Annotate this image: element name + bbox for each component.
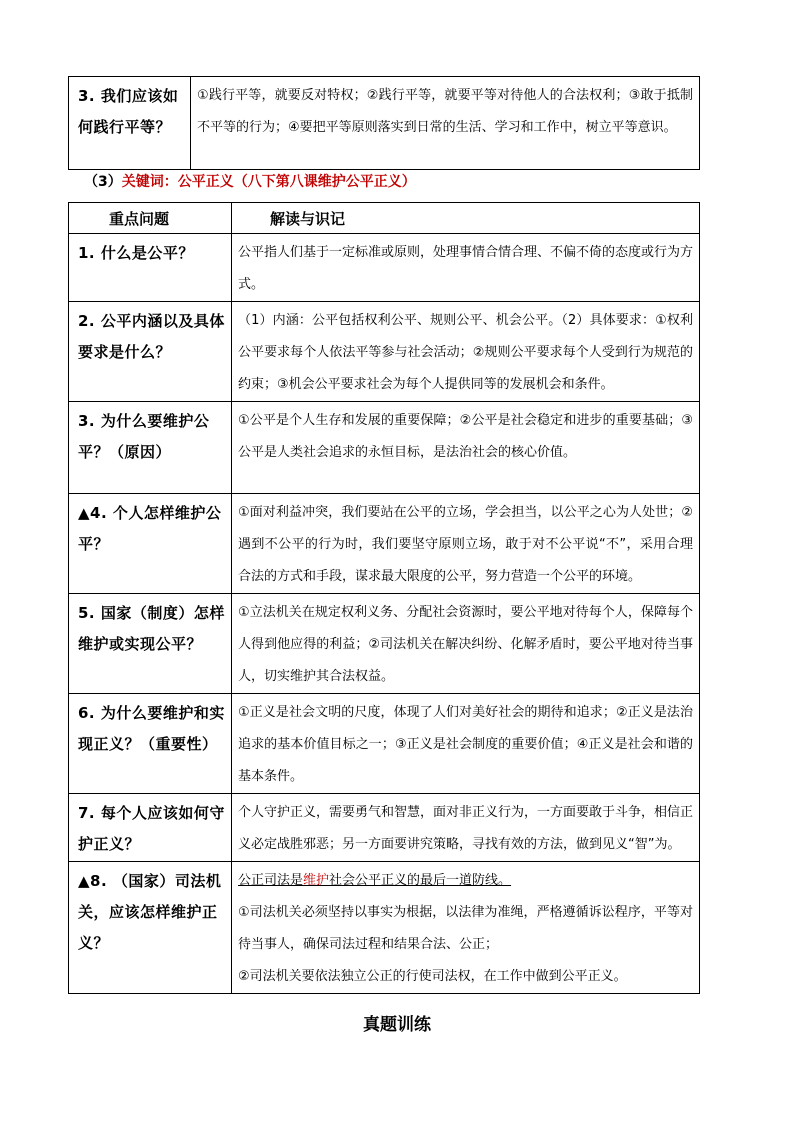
answer-cell: ①立法机关在规定权利义务、分配社会资源时，要公平地对待每个人，保障每个人得到他应得的利益；②司法机关在解决纠纷、化解矛盾时，要公平地对待当事人，切实维护其合法权益。 xyxy=(232,594,700,694)
header-key-question: 重点问题 xyxy=(69,203,232,234)
question-cell: 7. 每个人应该如何守护正义？ xyxy=(69,794,232,862)
question-cell: ▲8. （国家）司法机关，应该怎样维护正义？ xyxy=(69,862,232,994)
answer-cell: 个人守护正义，需要勇气和智慧，面对非正义行为，一方面要敢于斗争，相信正义必定战胜邪恶；另一方面要讲究策略，寻找有效的方法，做到见义“智”为。 xyxy=(232,794,700,862)
answer-cell: ①公平是个人生存和发展的重要保障；②公平是社会稳定和进步的重要基础；③公平是人类社会追求的永恒目标，是法治社会的核心价值。 xyxy=(232,402,700,494)
question-cell: 5. 国家（制度）怎样维护或实现公平？ xyxy=(69,594,232,694)
table-row xyxy=(69,494,700,594)
practice-equality-table xyxy=(68,76,700,170)
table-row xyxy=(69,694,700,794)
section-heading xyxy=(84,172,416,192)
answer-cell: ①践行平等，就要反对特权；②践行平等，就要平等对待他人的合法权利；③敢于抵制不平等的行为；④要把平等原则落实到日常的生活、学习和工作中，树立平等意识。 xyxy=(191,77,700,170)
answer-cell xyxy=(232,862,700,994)
answer-line: ②司法机关要依法独立公正的行使司法权，在工作中做到公平正义。 xyxy=(238,969,627,984)
keyword-text: 公平正义（八下第八课维护公平正义） xyxy=(177,174,416,190)
question-cell: 2. 公平内涵以及具体要求是什么？ xyxy=(69,302,232,402)
answer-cell: 公平指人们基于一定标准或原则，处理事情合情合理、不偏不倚的态度或行为方式。 xyxy=(232,234,700,302)
answer-text: 公正司法是 xyxy=(238,873,304,888)
table-row xyxy=(69,402,700,494)
table-row xyxy=(69,234,700,302)
answer-highlight: 维护 xyxy=(303,873,330,888)
question-cell: 1. 什么是公平？ xyxy=(69,234,232,302)
answer-cell: ①正义是社会文明的尺度，体现了人们对美好社会的期待和追求；②正义是法治追求的基本价值目标之一；③正义是社会制度的重要价值；④正义是社会和谐的基本条件。 xyxy=(232,694,700,794)
answer-cell: ①面对利益冲突，我们要站在公平的立场，学会担当，以公平之心为人处世；②遇到不公平的行为时，我们要坚守原则立场，敢于对不公平说“不”，采用合理合法的方式和手段，谋求最大限度的公平，努力营造一个公平的环境。 xyxy=(232,494,700,594)
fairness-justice-table xyxy=(68,202,700,994)
question-cell: ▲4. 个人怎样维护公平？ xyxy=(69,494,232,594)
answer-cell: （1）内涵：公平包括权利公平、规则公平、机会公平。（2）具体要求：①权利公平要求每个人依法平等参与社会活动；②规则公平要求每个人受到行为规范的约束；③机会公平要求社会为每个人提供同等的发展机会和条件。 xyxy=(232,302,700,402)
section-prefix: （3） xyxy=(84,174,122,190)
question-cell: 6. 为什么要维护和实现正义？（重要性） xyxy=(69,694,232,794)
answer-text: 社会公平正义的最后一道防线。 xyxy=(329,873,512,888)
table-row xyxy=(69,77,700,170)
answer-line: ①司法机关必须坚持以事实为根据，以法律为准绳，严格遵循诉讼程序，平等对待当事人，确保司法过程和结果合法、公正； xyxy=(238,905,693,952)
table-row xyxy=(69,594,700,694)
practice-section-title: 真题训练 xyxy=(363,1015,431,1035)
table-row xyxy=(69,302,700,402)
question-cell: 3. 为什么要维护公平？（原因） xyxy=(69,402,232,494)
table-header-row xyxy=(69,203,700,234)
keyword-label: 关键词： xyxy=(121,174,178,190)
table-row xyxy=(69,794,700,862)
answer-line-justice xyxy=(238,865,693,897)
question-cell: 3. 我们应该如何践行平等？ xyxy=(69,77,191,170)
header-interpretation: 解读与识记 xyxy=(232,203,700,234)
table-row xyxy=(69,862,700,994)
